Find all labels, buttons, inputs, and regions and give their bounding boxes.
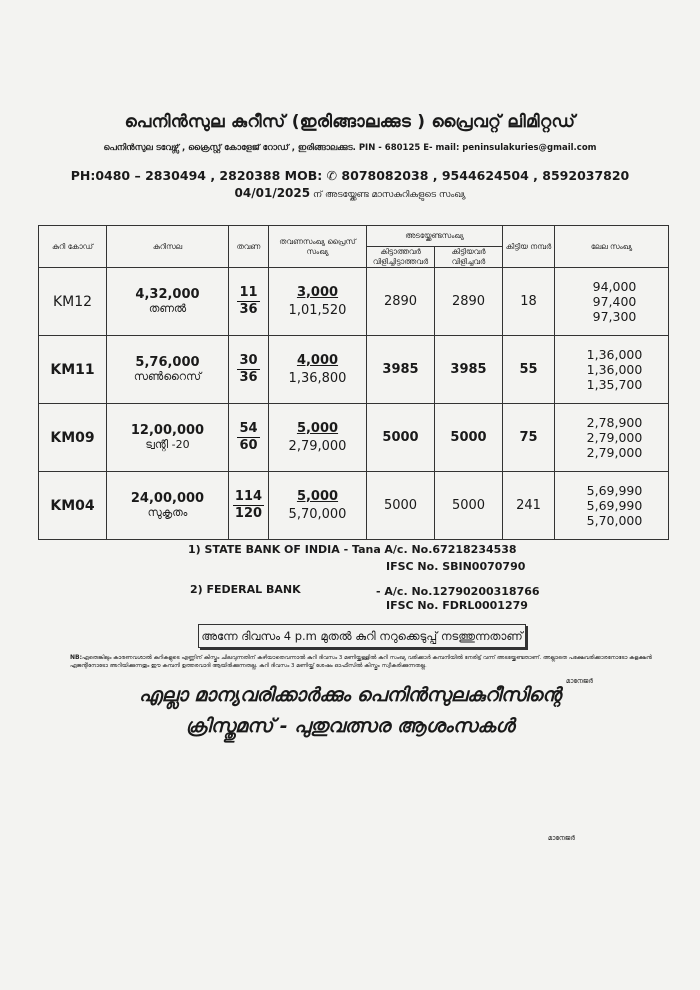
header-paid: കിട്ടിയവർ വിളിച്ചവർ (435, 247, 503, 268)
kuri-code: KM11 (39, 336, 107, 404)
header-prize: തവണസംഖ്യ പ്രൈസ് സംഖ്യ (269, 226, 367, 268)
table-row (39, 336, 669, 404)
paid-cell: 5000 (435, 472, 503, 540)
unpaid-cell: 3985 (367, 336, 435, 404)
bank1-name: 1) STATE BANK OF INDIA - Tana (188, 543, 381, 556)
header-bid: ലേല സംഖ്യ (555, 226, 669, 268)
bid-cell: 5,69,990 5,69,990 5,70,000 (555, 472, 669, 540)
header-kuri-no: കിട്ടിയ നമ്പർ (503, 226, 555, 268)
nb-note (70, 654, 660, 670)
manager-label: മാനേജർ (566, 677, 593, 685)
draw-notice: അന്നേ ദിവസം 4 p.m മുതൽ കുറി നറുക്കെടുപ്പ് നടത്തുന്നതാണ് (198, 624, 526, 648)
kuri-amount-cell: 5,76,000 സൺറൈസ് (107, 336, 229, 404)
installment-cell: $\frac{11}{36}$ (229, 268, 269, 336)
document-date: 04/01/2025 (234, 186, 311, 200)
kuri-code: KM09 (39, 404, 107, 472)
header-payable-group: അടയ്ക്കേണ്ടസംഖ്യ (367, 226, 503, 247)
company-address: പെനിൻസുല ടവേഴ്സ് , ക്രൈസ്റ്റ് കോളേജ് റോഡ് , ഇരിങ്ങാലക്കുട. PIN - 680125 E- mail: peninsulakuries@gmail.com (103, 143, 597, 153)
kuri-amount-cell: 24,00,000 സുകൃതം (107, 472, 229, 540)
paid-cell: 2890 (435, 268, 503, 336)
installment-cell: $\frac{30}{36}$ (229, 336, 269, 404)
prize-cell: 5,000 5,70,000 (269, 472, 367, 540)
installment-cell: $\frac{54}{60}$ (229, 404, 269, 472)
kuri-amount-cell: 4,32,000 തണൽ (107, 268, 229, 336)
unpaid-cell: 5000 (367, 472, 435, 540)
bank2-name: 2) FEDERAL BANK (190, 583, 301, 596)
table-row (39, 404, 669, 472)
installment-cell: $\frac{114}{120}$ (229, 472, 269, 540)
header-installment: തവണ (229, 226, 269, 268)
greeting-line-1: എല്ലാ മാന്യവരിക്കാർക്കും പെനിൻസുലകുറീസിന്റെ (138, 684, 562, 706)
kuri-code: KM04 (39, 472, 107, 540)
unpaid-cell: 5000 (367, 404, 435, 472)
prize-cell: 4,000 1,36,800 (269, 336, 367, 404)
paid-cell: 5000 (435, 404, 503, 472)
company-title: പെനിൻസുല കുറീസ് (ഇരിങ്ങാലക്കുട ) പ്രൈവറ്റ് ലിമിറ്റഡ് (124, 112, 576, 132)
kuri-no-cell: 18 (503, 268, 555, 336)
kuri-table (38, 225, 669, 540)
bank2-account: - A/c. No.12790200318766 (376, 585, 540, 598)
table-header-row (39, 226, 669, 247)
header-unpaid: കിട്ടാത്തവർ വിളിച്ചിട്ടാത്തവർ (367, 247, 435, 268)
manager-signature-label: മാനേജർ (548, 834, 575, 842)
header-kuri: കുറിസല (107, 226, 229, 268)
bid-cell: 94,000 97,400 97,300 (555, 268, 669, 336)
company-phone: PH:0480 – 2830494 , 2820388 MOB: ✆ 8078082038 , 9544624504 , 8592037820 (70, 168, 630, 183)
unpaid-cell: 2890 (367, 268, 435, 336)
nb-text: ഏതെങ്കിലും കാരണവശാൽ കുറികളുടെ എണ്ണിന് കിസ്തും ചിലവുന്നതിന് കഴിയാതെവന്നാൽ കുറി ദിവസം 3 മണിയ്ക്കുള്ളിൽ കുറി സംഖ്യ വരിക്കാർ കമ്പനിയിൽ നേരിട്ട് വന്ന് അടയ്ക്കേണ്ടതാണ്. അല്ലാതെ പക്ഷേവരിക്കാരനോടോ കളക്ഷൻ ഏജന്റിനോടോ അറിയിക്കുന്നതും ഈ കമ്പനി ഉത്തരവാദി ആയിരിക്കുന്നതല്ല. കുറി ദിവസം 3 മണിയ്ക്ക് ശേഷം ഓഫീസിൽ കിസ്തും സ്വീകരിക്കുന്നതല്ല. (70, 655, 652, 669)
bank1-account: - A/c. No.67218234538 (376, 543, 517, 556)
table-row (39, 268, 669, 336)
subtitle-text: ന് അടയ്ക്കേണ്ട മാസകുറികളുടെ സംഖ്യ (310, 190, 466, 200)
kuri-amount-cell: 12,00,000 ട്വന്റി -20 (107, 404, 229, 472)
kuri-no-cell: 55 (503, 336, 555, 404)
bid-cell: 1,36,000 1,36,000 1,35,700 (555, 336, 669, 404)
nb-label: NB: (70, 654, 82, 661)
bank1-ifsc: IFSC No. SBIN0070790 (386, 560, 526, 573)
bid-cell: 2,78,900 2,79,000 2,79,000 (555, 404, 669, 472)
document-subtitle (0, 186, 700, 200)
prize-cell: 3,000 1,01,520 (269, 268, 367, 336)
table-row (39, 472, 669, 540)
kuri-no-cell: 75 (503, 404, 555, 472)
paid-cell: 3985 (435, 336, 503, 404)
prize-cell: 5,000 2,79,000 (269, 404, 367, 472)
kuri-code: KM12 (39, 268, 107, 336)
bank2-ifsc: IFSC No. FDRL0001279 (386, 599, 528, 612)
header-code: കുറി കോഡ് (39, 226, 107, 268)
greeting-line-2: ക്രിസ്തുമസ് - പുതുവത്സര ആശംസകൾ (185, 715, 515, 737)
kuri-no-cell: 241 (503, 472, 555, 540)
